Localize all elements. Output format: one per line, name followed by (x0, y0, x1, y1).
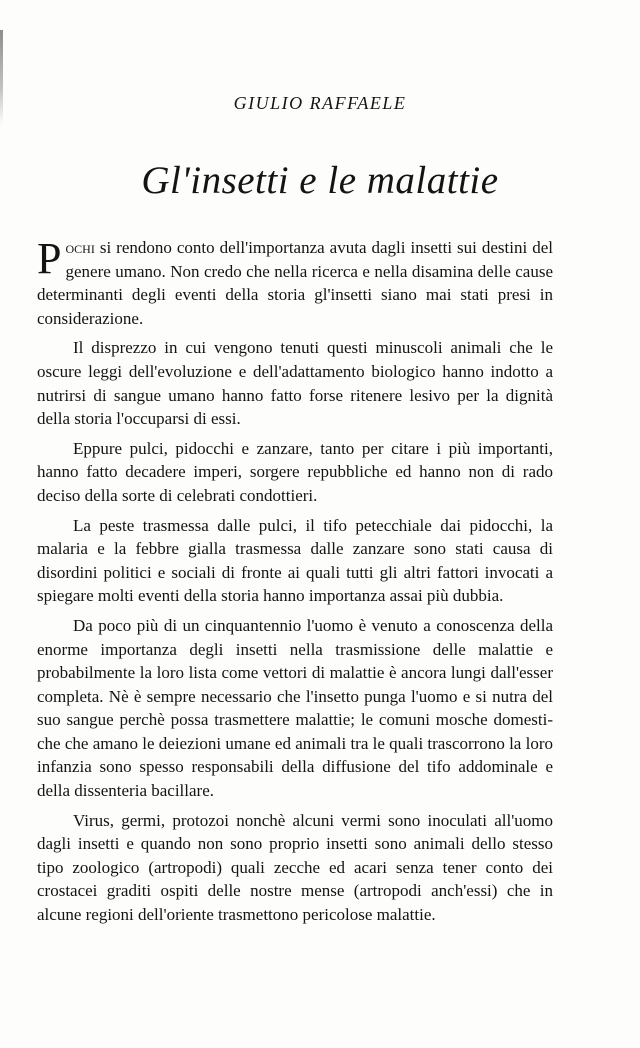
paragraph-1 (37, 236, 553, 330)
drop-cap: P (37, 234, 62, 283)
paragraph-2: Il disprezzo in cui vengono tenuti questi minuscoli animali che le oscure leggi dell'evoluzione e dell'adattamento biologico hanno indotto a nutrirsi di sangue umano hanno fatto forse ritenere lesivo per la dignità della storia l'occuparsi di essi. (37, 338, 553, 429)
lead-word: ochi (65, 238, 95, 257)
article-title: Gl'insetti e le malattie (141, 159, 499, 202)
paragraph-1-text: si rendono conto dell'importanza avuta dagli insetti sui destini del genere umano. Non credo che nella ricerca e nella disamina delle cause determinanti degli eventi della storia gl'insetti siano mai stati presi in considerazione. (37, 238, 553, 328)
paragraph-4: La peste trasmessa dalle pulci, il tifo petecchiale dai pidocchi, la malaria e la febbre gialla trasmessa dalle zanzare sono stati causa di disordini politici e sociali di fronte ai quali tutti gli altri fattori invocati a spiegare molti eventi della storia hanno importanza assai più dubbia. (37, 515, 553, 606)
author-name: GIULIO RAFFAELE (233, 93, 407, 113)
article-body (37, 236, 553, 933)
paragraph-3: Eppure pulci, pidocchi e zanzare, tanto per citare i più importanti, hanno fatto decadere imperi, sorgere repubbliche ed hanno non di rado deciso della sorte di celebrati condottieri. (37, 438, 553, 505)
paragraph-5: Da poco più di un cinquantennio l'uomo è venuto a conoscenza della enorme importanza degli insetti nella trasmissione delle malattie e probabilmente la loro lista come vettori di malattie è ancora lungi dall'esser completa. Nè è sempre necessario che l'insetto punga l'uomo e si nutra del suo sangue perchè possa trasmettere malattie; le comuni mosche domestiche che amano le deiezioni umane ed animali tra le quali trascorrono la loro infanzia sono spesso responsabili della diffusione del tifo addominale e della dissenteria bacillare. (37, 615, 553, 801)
paragraph-6: Virus, germi, protozoi nonchè alcuni vermi sono inoculati all'uomo dagli insetti e quando non sono proprio insetti sono animali dello stesso tipo zoologico (artropodi) quali zecche ed acari senza tener conto dei crostacei graditi ospiti delle nostre mense (artropodi anch'essi) che in alcune regioni dell'oriente trasmettono pericolose malattie. (37, 810, 553, 925)
